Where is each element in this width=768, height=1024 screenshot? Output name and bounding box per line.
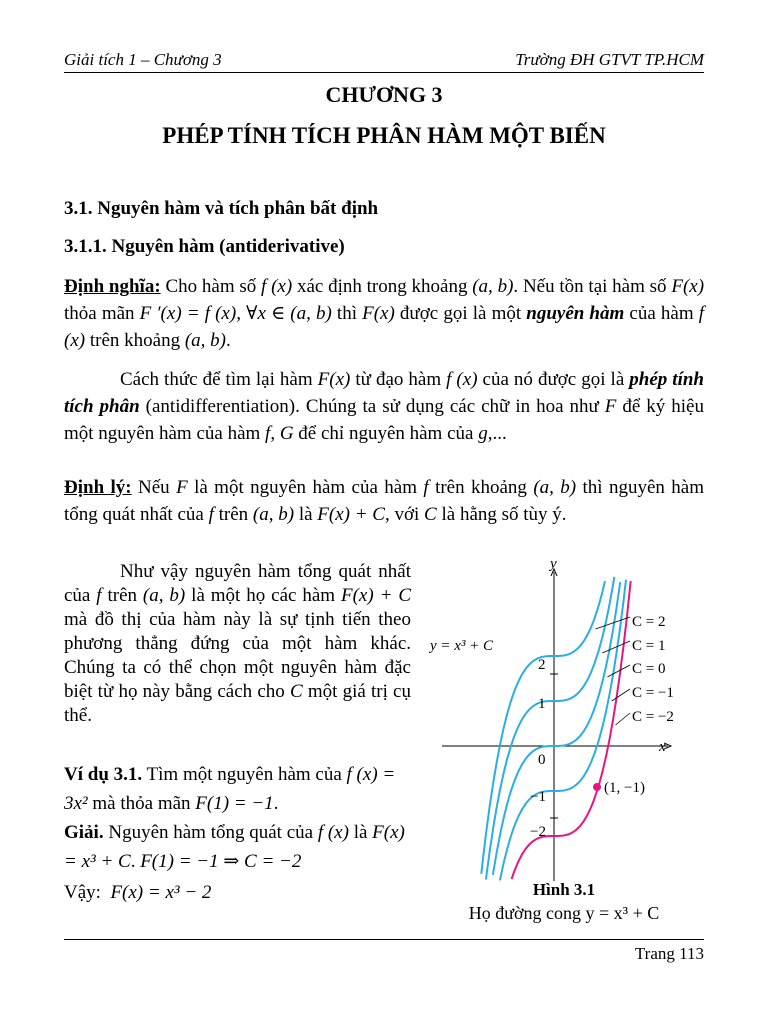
leader-line bbox=[612, 689, 630, 701]
subsection-heading: 3.1.1. Nguyên hàm (antiderivative) bbox=[64, 236, 345, 257]
text: . bbox=[225, 330, 231, 351]
math: (a, b) bbox=[142, 585, 186, 606]
solution-label: Giải. bbox=[64, 822, 104, 843]
math: F(x) bbox=[317, 369, 351, 390]
math: F(1) = −1 bbox=[195, 793, 274, 814]
math: f bbox=[265, 423, 271, 444]
origin-label: 0 bbox=[538, 752, 546, 768]
text: là bbox=[294, 504, 318, 525]
text: trên bbox=[213, 504, 253, 525]
figure-3-1-graph bbox=[424, 556, 704, 886]
math: F(x) bbox=[362, 303, 395, 324]
text: là một nguyên hàm của hàm bbox=[187, 477, 424, 498]
y-tick-label-2: 2 bbox=[538, 657, 546, 673]
curve-label-cm2: C = −2 bbox=[632, 709, 674, 725]
text: được gọi là một bbox=[394, 303, 527, 324]
text: Cách thức để tìm lại hàm bbox=[120, 369, 318, 390]
conclusion-formula: F(x) = x³ − 2 bbox=[110, 882, 212, 903]
example-paragraph bbox=[64, 760, 411, 818]
math: f bbox=[96, 585, 102, 606]
text: , với bbox=[384, 504, 425, 525]
math: F ′(x) = f (x), ∀x ∈ (a, b) bbox=[139, 303, 332, 324]
example-label: Ví dụ 3.1. bbox=[64, 764, 143, 785]
text: thỏa mãn bbox=[64, 303, 140, 324]
math: F(x) bbox=[671, 276, 705, 297]
math: f (x) bbox=[317, 822, 349, 843]
math: F(x) + C bbox=[341, 585, 412, 606]
math: f (x) bbox=[64, 303, 705, 351]
definition-label: Định nghĩa: bbox=[64, 276, 161, 297]
math: C bbox=[424, 504, 437, 525]
math: (a, b) bbox=[472, 276, 514, 297]
math: f (x) bbox=[261, 276, 293, 297]
chapter-title: PHÉP TÍNH TÍCH PHÂN HÀM MỘT BIẾN bbox=[162, 123, 606, 148]
text: để ký hiệu một nguyên hàm của hàm bbox=[64, 396, 704, 444]
text: trên bbox=[101, 585, 143, 606]
text: Cho hàm số bbox=[165, 276, 262, 297]
curve-c1 bbox=[486, 577, 614, 880]
text: ,... bbox=[487, 423, 507, 444]
chapter-label: CHƯƠNG 3 bbox=[325, 82, 443, 107]
math: f (x) bbox=[446, 369, 478, 390]
axis-label-x: x bbox=[659, 739, 666, 755]
text: mà đồ thị của hàm này là sự tịnh tiến theo phương thẳng đứng của một hàm khác. Chúng ta có thể chọn một nguyên hàm đặc biệt từ họ này bằng cách cho bbox=[64, 609, 411, 702]
figure-caption: Họ đường cong y = x³ + C bbox=[468, 903, 660, 923]
text: mà thỏa mãn bbox=[87, 793, 196, 814]
math: F(x) = x³ + C bbox=[64, 822, 405, 872]
text: Nguyên hàm tổng quát của bbox=[103, 822, 318, 843]
text: thì nguyên hàm tổng quát nhất của bbox=[64, 477, 704, 525]
math: (a, b) bbox=[252, 504, 295, 525]
leader-line bbox=[616, 713, 631, 725]
y-tick-label-m1: −1 bbox=[530, 789, 546, 805]
conclusion-paragraph bbox=[64, 878, 411, 907]
text: , bbox=[270, 423, 280, 444]
text: từ đạo hàm bbox=[350, 369, 447, 390]
footer-rule bbox=[64, 939, 704, 940]
math: F(x) + C bbox=[317, 504, 385, 525]
page-number: Trang 113 bbox=[634, 944, 704, 963]
axis-label-y: y bbox=[550, 556, 557, 572]
definition-paragraph bbox=[64, 273, 704, 354]
curve-label-c1: C = 1 bbox=[632, 638, 666, 654]
math: f (x) = 3x² bbox=[64, 764, 396, 814]
point-label: (1, −1) bbox=[604, 780, 645, 796]
term-highlight: phép tính tích phân bbox=[64, 369, 704, 417]
y-tick-label-m2: −2 bbox=[530, 824, 546, 840]
text: trên khoảng bbox=[428, 477, 534, 498]
theorem-paragraph bbox=[64, 474, 704, 528]
text: để chỉ nguyên hàm của bbox=[293, 423, 479, 444]
math: f bbox=[423, 477, 429, 498]
text: Như vậy nguyên hàm tổng quát nhất của bbox=[64, 561, 411, 606]
text: (antidifferentiation). Chúng ta sử dụng các chữ in hoa như bbox=[139, 396, 605, 417]
text: trên khoảng bbox=[85, 330, 185, 351]
math: g bbox=[478, 423, 488, 444]
math: F bbox=[176, 477, 188, 498]
curve-label-c2: C = 2 bbox=[632, 614, 666, 630]
curve-label-c0: C = 0 bbox=[632, 661, 666, 677]
math: G bbox=[279, 423, 294, 444]
text: là một họ các hàm bbox=[185, 585, 341, 606]
math: (a, b) bbox=[184, 330, 226, 351]
equation-label: y = x³ + C bbox=[430, 638, 494, 654]
text: Tìm một nguyên hàm của bbox=[142, 764, 347, 785]
text: một giá trị cụ thể. bbox=[64, 681, 411, 726]
section-heading: 3.1. Nguyên hàm và tích phân bất định bbox=[64, 198, 379, 219]
text: của hàm bbox=[624, 303, 699, 324]
text: . bbox=[273, 793, 279, 814]
math: F bbox=[604, 396, 617, 417]
solution-paragraph bbox=[64, 818, 411, 876]
text: thì bbox=[331, 303, 363, 324]
leader-line bbox=[607, 665, 630, 677]
math: F(1) = −1 ⇒ C = −2 bbox=[140, 851, 302, 872]
term-highlight: nguyên hàm bbox=[526, 303, 625, 324]
text: là hằng số tùy ý. bbox=[436, 504, 567, 525]
conclusion-label: Vậy: bbox=[64, 882, 101, 903]
text: xác định trong khoảng bbox=[292, 276, 473, 297]
theorem-label: Định lý: bbox=[64, 477, 132, 498]
header-left: Giải tích 1 – Chương 3 bbox=[64, 50, 222, 69]
math: (a, b) bbox=[533, 477, 577, 498]
text: . bbox=[130, 851, 141, 872]
running-header bbox=[64, 48, 704, 73]
antidifferentiation-paragraph bbox=[64, 366, 704, 447]
math: f bbox=[208, 504, 214, 525]
header-right: Trường ĐH GTVT TP.HCM bbox=[515, 50, 704, 69]
point-1-minus-1 bbox=[593, 783, 601, 791]
text: là bbox=[348, 822, 373, 843]
figure-caption-title: Hình 3.1 bbox=[532, 880, 596, 899]
text: của nó được gọi là bbox=[477, 369, 630, 390]
text: . Nếu tồn tại hàm số bbox=[513, 276, 672, 297]
text: Nếu bbox=[131, 477, 177, 498]
family-paragraph bbox=[64, 560, 411, 728]
curve-label-cm1: C = −1 bbox=[632, 685, 674, 701]
y-tick-label-1: 1 bbox=[538, 696, 546, 712]
math: C bbox=[289, 681, 303, 702]
